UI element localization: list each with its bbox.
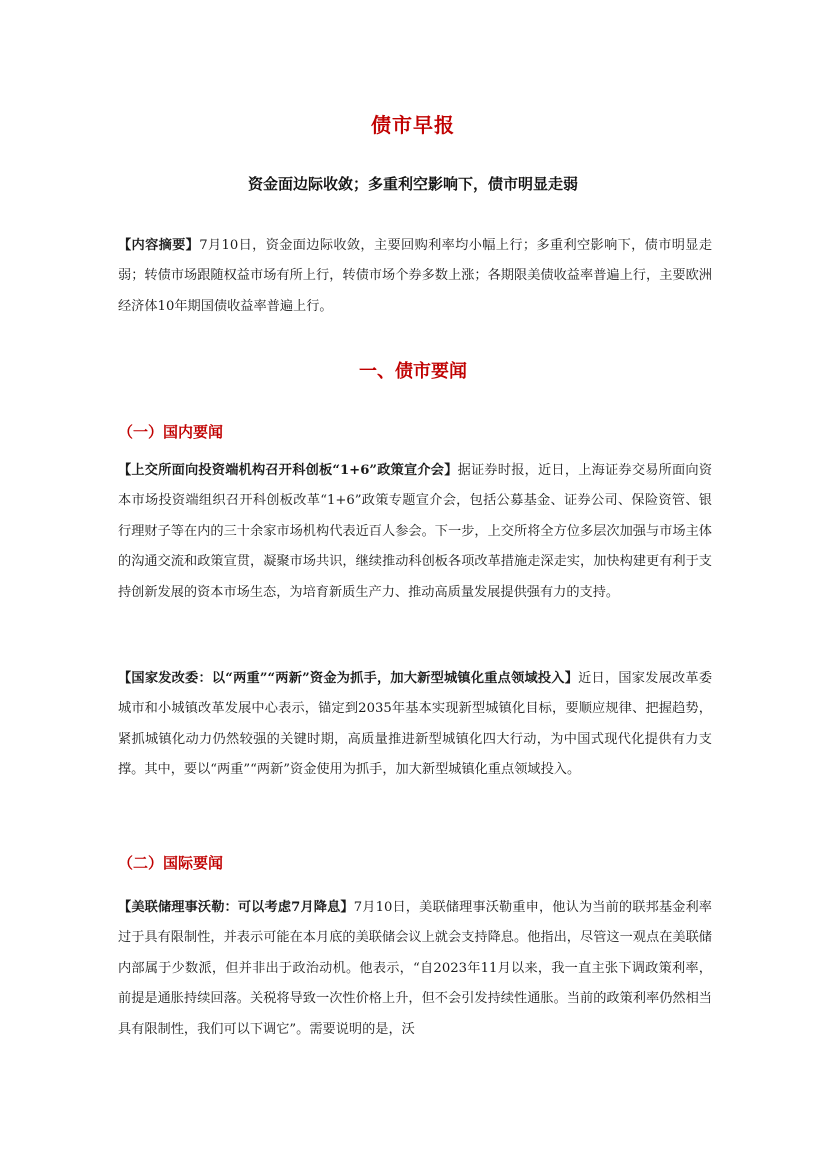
subsection-heading-international: （二）国际要闻 xyxy=(118,854,224,872)
news-item-headline: 【美联储理事沃勒：可以考虑7月降息】 xyxy=(118,900,354,915)
news-item-headline: 【国家发改委：以“两重”“两新”资金为抓手，加大新型城镇化重点领域投入】 xyxy=(118,671,579,686)
subsection-heading-domestic: （一）国内要闻 xyxy=(118,423,224,441)
section-heading-bond-news: 一、债市要闻 xyxy=(359,361,467,382)
summary-body: 7月10日，资金面边际收敛，主要回购利率均小幅上行；多重利空影响下，债市明显走弱；转债市场跟随权益市场有所上行，转债市场个券多数上涨；各期限美债收益率普遍上行，主要欧洲经济体10年期国债收益率普遍上行。 xyxy=(118,238,713,314)
news-item xyxy=(118,893,712,1045)
news-item xyxy=(118,456,712,608)
news-item-headline: 【上交所面向投资端机构召开科创板“1+6”政策宣介会】 xyxy=(118,463,458,478)
summary-paragraph xyxy=(118,231,712,322)
summary-lead: 【内容摘要】 xyxy=(118,238,200,253)
news-item-body: 近日，国家发展改革委城市和小城镇改革发展中心表示，锚定到2035年基本实现新型城镇化目标，要顺应规律、把握趋势，紧抓城镇化动力仍然较强的关键时期，高质量推进新型城镇化四大行动，为中国式现代化提供有力支撑。其中，要以“两重”“两新”资金使用为抓手，加大新型城镇化重点领域投入。 xyxy=(118,671,713,778)
news-item xyxy=(118,664,712,786)
news-item-body: 据证券时报，近日，上海证券交易所面向资本市场投资端组织召开科创板改革“1+6”政策专题宣介会，包括公募基金、证券公司、保险资管、银行理财子等在内的三十余家市场机构代表近百人参会。下一步，上交所将全方位多层次加强与市场主体的沟通交流和政策宣贯，凝聚市场共识，继续推动科创板各项改革措施走深走实，加快构建更有利于支持创新发展的资本市场生态，为培育新质生产力、推动高质量发展提供强有力的支持。 xyxy=(118,463,713,600)
document-title: 债市早报 xyxy=(371,113,455,137)
document-subtitle: 资金面边际收敛；多重利空影响下，债市明显走弱 xyxy=(247,175,578,193)
news-item-body: 7月10日，美联储理事沃勒重申，他认为当前的联邦基金利率过于具有限制性，并表示可能在本月底的美联储会议上就会支持降息。他指出，尽管这一观点在美联储内部属于少数派，但并非出于政治动机。他表示，“自2023年11月以来，我一直主张下调政策利率，前提是通胀持续回落。关税将导致一次性价格上升，但不会引发持续性通胀。当前的政策利率仍然相当具有限制性，我们可以下调它”。需要说明的是，沃 xyxy=(118,900,712,1037)
